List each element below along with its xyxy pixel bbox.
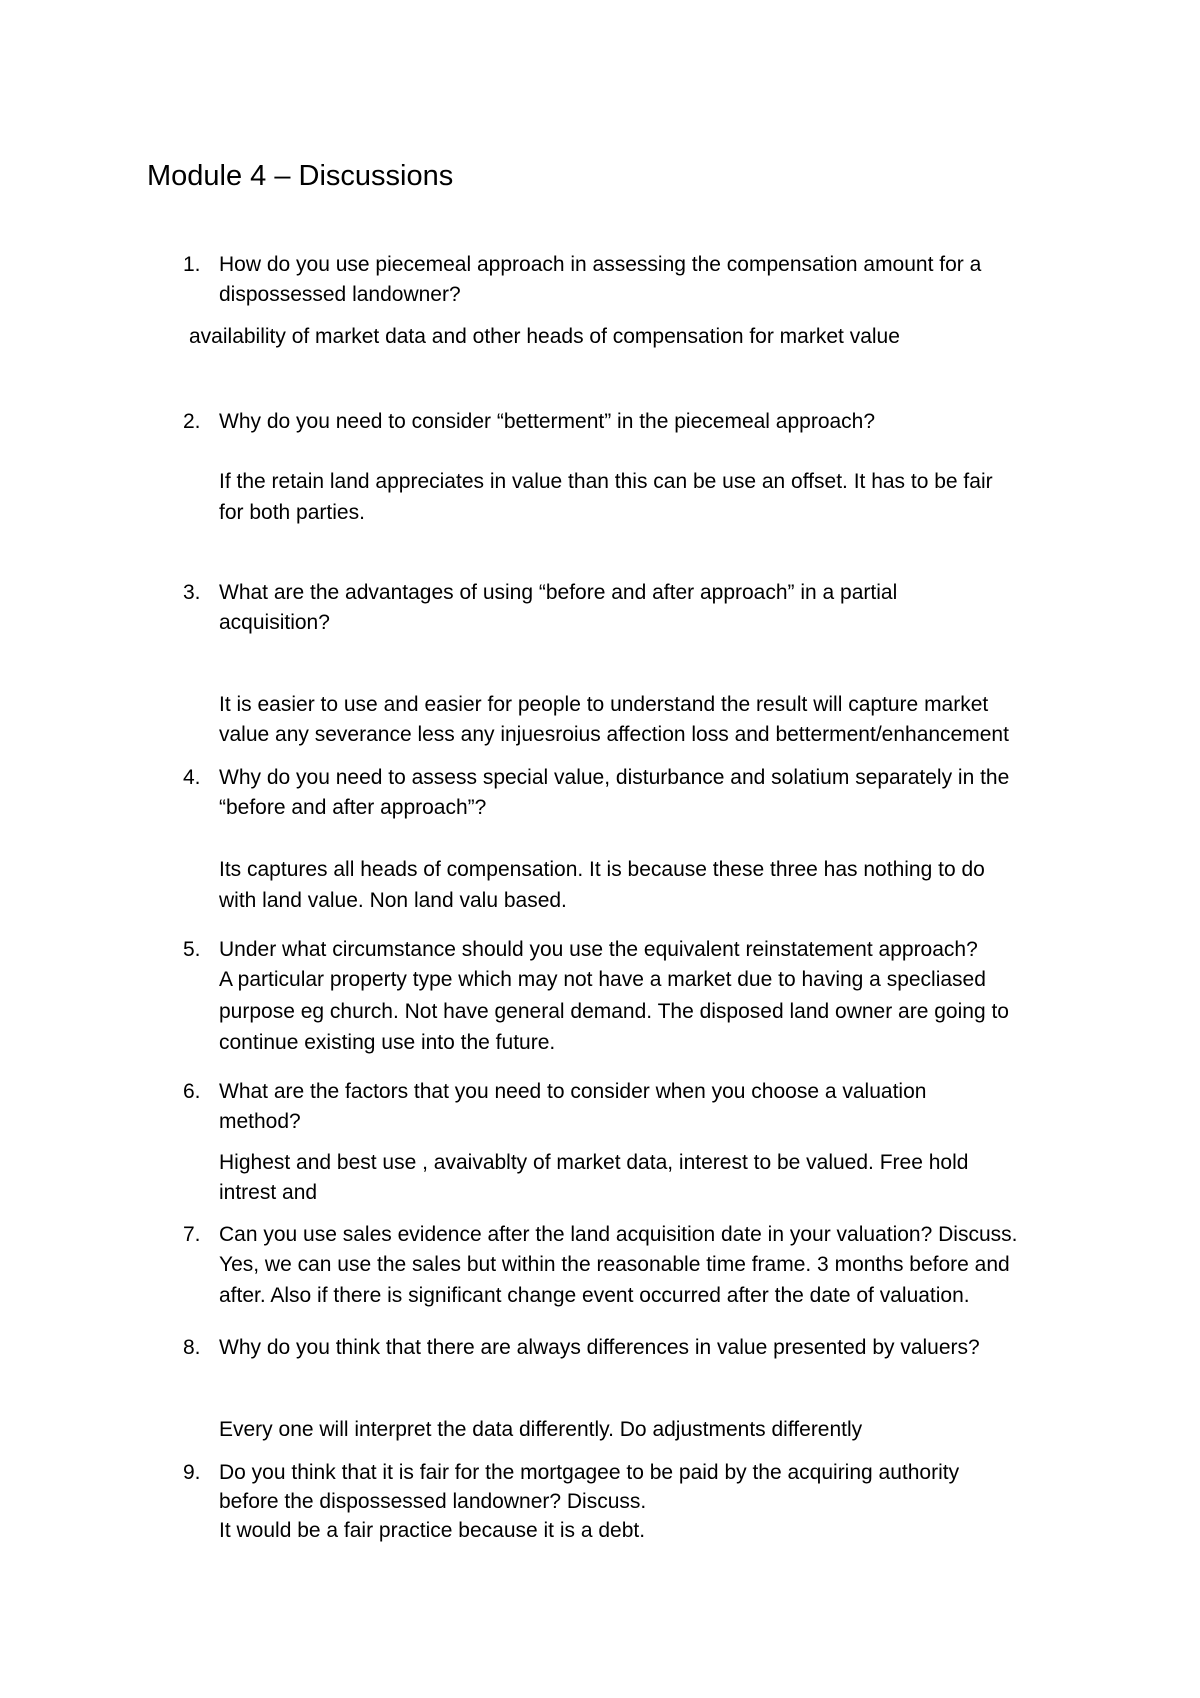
item-8-number: 8. (183, 1336, 201, 1359)
item-2-answer-line-1: If the retain land appreciates in value than this can be use an offset. It has to be fair (219, 470, 993, 493)
item-5-answer-line-2: purpose eg church. Not have general demand. The disposed land owner are going to (219, 1000, 1009, 1023)
item-5-question-line-1: Under what circumstance should you use the equivalent reinstatement approach? (219, 938, 978, 961)
document-title: Module 4 – Discussions (147, 160, 454, 192)
item-3-question-line-2: acquisition? (219, 611, 330, 634)
item-4-question-line-1: Why do you need to assess special value, disturbance and solatium separately in the (219, 766, 1010, 789)
item-2-question-line-1: Why do you need to consider “betterment” in the piecemeal approach? (219, 410, 876, 433)
item-9-number: 9. (183, 1461, 201, 1484)
item-4-number: 4. (183, 766, 201, 789)
item-7-answer-line-1: Yes, we can use the sales but within the reasonable time frame. 3 months before and (219, 1253, 1010, 1276)
item-7-number: 7. (183, 1223, 201, 1246)
item-6-answer-line-2: intrest and (219, 1181, 318, 1204)
item-7-answer-line-2: after. Also if there is significant change event occurred after the date of valuation. (219, 1284, 970, 1307)
item-9-question-line-1: Do you think that it is fair for the mortgagee to be paid by the acquiring authority (219, 1461, 960, 1484)
item-5-answer-line-1: A particular property type which may not have a market due to having a specliased (219, 968, 986, 991)
item-4-question-line-2: “before and after approach”? (219, 796, 487, 819)
item-8-question-line-1: Why do you think that there are always differences in value presented by valuers? (219, 1336, 980, 1359)
item-6-answer-line-1: Highest and best use , avaivablty of market data, interest to be valued. Free hold (219, 1151, 969, 1174)
item-3-number: 3. (183, 581, 201, 604)
item-1-question-line-1: How do you use piecemeal approach in assessing the compensation amount for a (219, 253, 982, 276)
item-3-question-line-1: What are the advantages of using “before and after approach” in a partial (219, 581, 898, 604)
item-9-question-line-2: before the dispossessed landowner? Discuss. (219, 1490, 647, 1513)
item-1-question-line-2: dispossessed landowner? (219, 283, 461, 306)
item-5-answer-line-3: continue existing use into the future. (219, 1031, 556, 1054)
item-3-answer-line-2: value any severance less any injuesroius affection loss and betterment/enhancement (219, 723, 1009, 746)
item-6-number: 6. (183, 1080, 201, 1103)
item-1-number: 1. (183, 253, 201, 276)
item-6-question-line-1: What are the factors that you need to consider when you choose a valuation (219, 1080, 927, 1103)
item-1-answer-line-1: availability of market data and other heads of compensation for market value (189, 325, 900, 348)
item-6-question-line-2: method? (219, 1110, 301, 1133)
item-4-answer-line-1: Its captures all heads of compensation. It is because these three has nothing to do (219, 858, 985, 881)
item-5-number: 5. (183, 938, 201, 961)
item-2-number: 2. (183, 410, 201, 433)
item-9-answer-line-1: It would be a fair practice because it is a debt. (219, 1519, 646, 1542)
item-2-answer-line-2: for both parties. (219, 501, 365, 524)
item-4-answer-line-2: with land value. Non land valu based. (219, 889, 567, 912)
item-7-question-line-1: Can you use sales evidence after the land acquisition date in your valuation? Discuss. (219, 1223, 1018, 1246)
item-8-answer-line-1: Every one will interpret the data differently. Do adjustments differently (219, 1418, 863, 1441)
item-3-answer-line-1: It is easier to use and easier for people to understand the result will capture market (219, 693, 989, 716)
